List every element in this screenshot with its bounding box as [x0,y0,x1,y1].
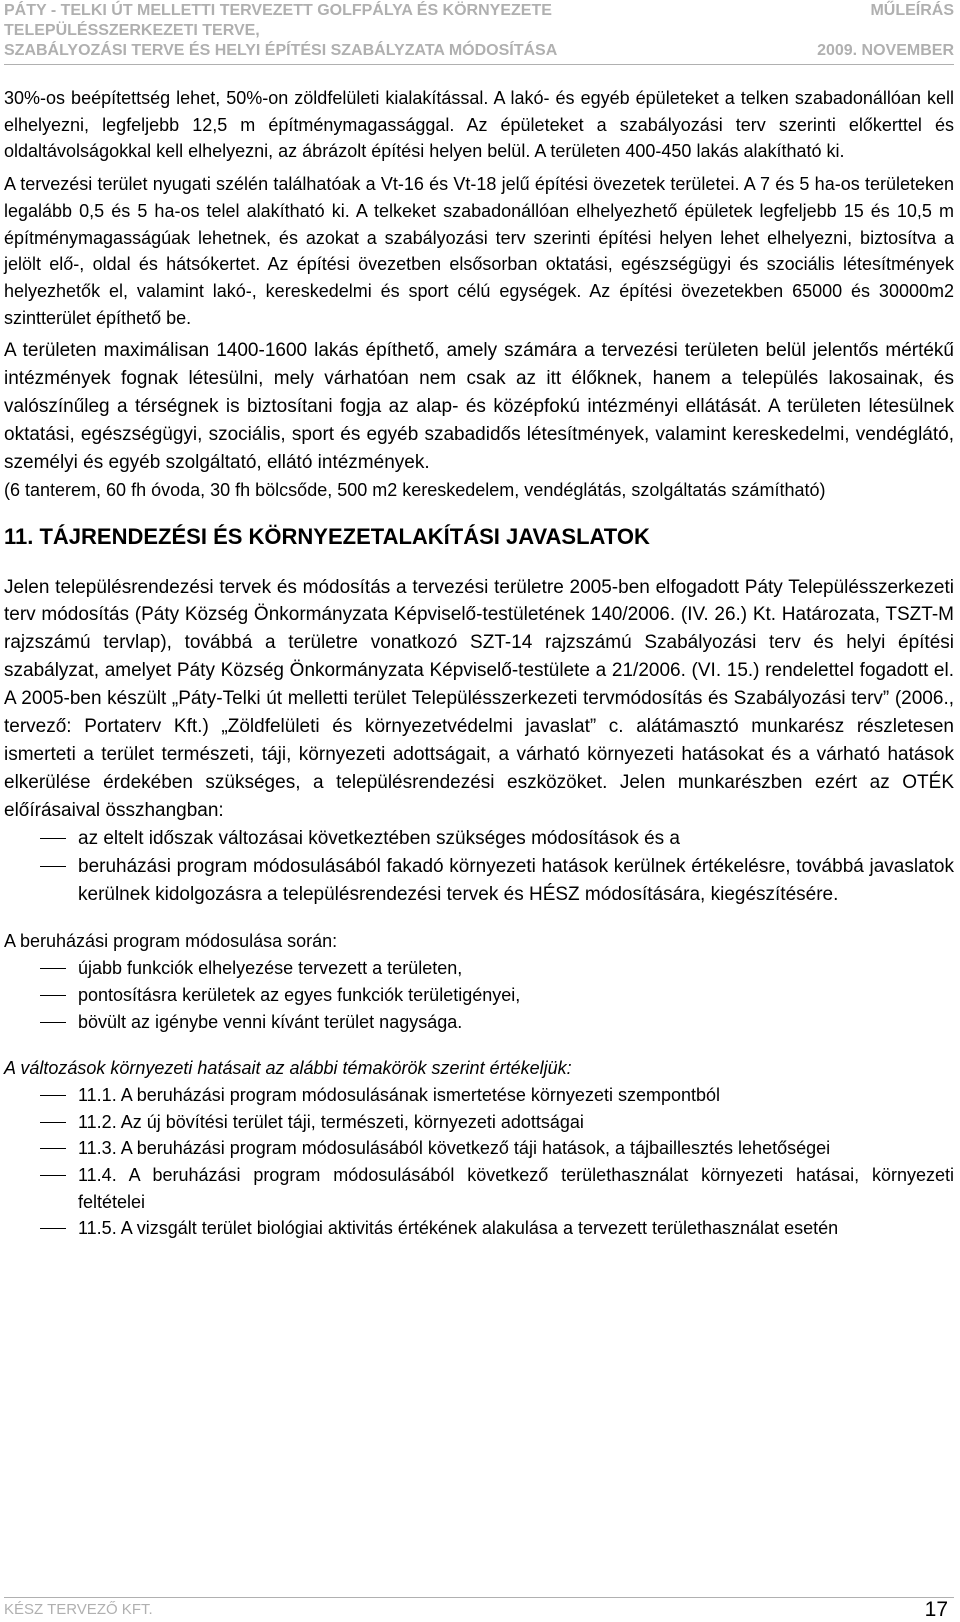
paragraph-2: A tervezési terület nyugati szélén találhatóak a Vt-16 és Vt-18 jelű építési övezetek területei. A 7 és 5 ha-os területeken legalább 0,5 és 5 ha-os telel alakítható ki. A telkeket szabadonállóan elhelyezhető épületek legfeljebb 15 és 10,5 m építménymagasságúak lehetnek, és azokat a szabályozási terv szerinti építési helyen lehet elhelyezni, biztosítva a jelölt elő-, oldal és hátsókertet. Az építési övezetben elsősorban oktatási, egészségügyi és szociális létesítmények helyezhetők el, valamint lakó-, kereskedelmi és sport célú egységek. Az építési övezetekben 65000 és 30000m2 szintterület építhető be. [4,174,954,328]
list-topics [4,1082,954,1242]
paragraph-1: 30%-os beépítettség lehet, 50%-on zöldfelületi kialakítással. A lakó- és egyéb épületeket a telken szabadonállóan kell elhelyezni, legfeljebb 12,5 m építménymagassággal. Az épületeket a szabályozási terv szerinti előkerttel és oldaltávolságokkal kell elhelyezni, az ábrázolt építési helyen belül. A területen 400-450 lakás alakítható ki. [4,88,954,162]
list-item [4,1162,954,1215]
list-item [4,853,954,909]
paragraph-5: Jelen településrendezési tervek és módosítás a tervezési területre 2005-ben elfogadott Páty Településszerkezeti terv módosítás (Páty Község Önkormányzata Képviselő-testületének 140/2006. (IV. 26.) Kt. Határozata, TSZT-M rajzszámú tervlap), továbbá a területre vonatkozó SZT-14 rajzszámú Szabályozási terv és helyi építési szabályzat, amelyet Páty Község Önkormányzata Képviselő-testülete a 21/2006. (VI. 15.) rendelettel fogadott el. A 2005-ben készült „Páty-Telki út melletti terület Településszerkezeti tervmódosítás és Szabályozási terv” (2006., tervező: Portaterv Kft.) „Zöldfelületi és környezetvédelmi javaslat” c. alátámasztó munkarész részletesen ismerteti a terület természeti, táji, környezeti adottságait, a várható környezeti hatásokat és a várható hatások elkerülése érdekében szükséges, a településrendezési eszközöket. Jelen munkarészben ezért az OTÉK előírásaival összhangban: [4,576,954,821]
header-doc-type: MŰLEÍRÁS [870,2,954,19]
list-intro-3: A változások környezeti hatásait az alábbi témakörök szerint értékeljük: [4,1058,572,1079]
list-item [4,1109,954,1136]
dash-bullet [40,866,66,867]
list-intro-2: A beruházási program módosulása során: [4,931,338,952]
section-heading: 11. TÁJRENDEZÉSI ÉS KÖRNYEZETALAKÍTÁSI JAVASLATOK [4,523,650,549]
list-item-text: újabb funkciók elhelyezése tervezett a területen, [78,958,463,979]
header-title-line-3: SZABÁLYOZÁSI TERVE ÉS HELYI ÉPÍTÉSI SZABÁLYZATA MÓDOSÍTÁSA [4,42,558,59]
list-program-changes [4,955,954,1035]
list-item [4,1009,954,1036]
header-title-line-1: PÁTY - TELKI ÚT MELLETTI TERVEZETT GOLFPÁLYA ÉS KÖRNYEZETE [4,2,552,19]
list-item-text: 11.5. A vizsgált terület biológiai aktivitás értékének alakulása a tervezett területhasználat esetén [78,1218,839,1239]
header-title-line-2: TELEPÜLÉSSZERKEZETI TERVE, [4,22,260,39]
list-item [4,825,954,853]
header-date: 2009. NOVEMBER [817,42,954,59]
list-item [4,982,954,1009]
dash-bullet [40,968,66,969]
list-item [4,955,954,982]
list-item [4,1135,954,1162]
dash-bullet [40,1022,66,1023]
page-footer [4,1597,954,1622]
dash-bullet [40,1095,66,1096]
paragraph-3: A területen maximálisan 1400-1600 lakás építhető, amely számára a tervezési területen belül jelentős mértékű intézmények fognak létesülni, mely várhatóan nem csak az itt élőknek, hanem a település lakosainak, és valószínűleg a térségnek is biztosítani fogja az alap- és középfokú intézményi ellátását. A területen létesülnek oktatási, egészségügyi, szociális, sport és egyéb szabadidős létesítmények, valamint kereskedelmi, vendéglátó, személyi és egyéb szolgáltató, ellátó intézmények. [4,340,954,473]
dash-bullet [40,1175,66,1176]
list-item-text: 11.4. A beruházási program módosulásából következő területhasználat környezeti hatásai, környezeti feltételei [78,1165,954,1212]
paragraph-4: (6 tanterem, 60 fh óvoda, 30 fh bölcsőde, 500 m2 kereskedelem, vendéglátás, szolgáltatás számítható) [4,479,826,500]
list-item-text: beruházási program módosulásából fakadó környezeti hatások kerülnek értékelésre, továbbá javaslatok kerülnek kidolgozásra a településrendezési tervek és HÉSZ módosítására, kiegészítésére. [78,855,954,905]
dash-bullet [40,995,66,996]
list-item-text: 11.1. A beruházási program módosulásának ismertetése környezeti szempontból [78,1084,721,1105]
list-item-text: 11.3. A beruházási program módosulásából következő táji hatások, a tájbaillesztés lehetőségei [78,1138,831,1159]
list-item-text: 11.2. Az új bövítési terület táji, természeti, környezeti adottságai [78,1111,584,1132]
dash-bullet [40,1228,66,1229]
list-changes [4,825,954,909]
list-item-text: az eltelt időszak változásai következtében szükséges módosítások és a [78,827,680,849]
list-item-text: bövült az igénybe venni kívánt terület nagysága. [78,1011,463,1032]
dash-bullet [40,838,66,839]
list-item [4,1082,954,1109]
dash-bullet [40,1148,66,1149]
dash-bullet [40,1122,66,1123]
document-body [4,85,954,1242]
page-header [4,2,954,65]
list-item-text: pontosításra kerületek az egyes funkciók területigényei, [78,984,521,1005]
footer-company: KÉSZ TERVEZŐ KFT. [4,1601,153,1618]
page-number: 17 [924,1598,948,1621]
list-item [4,1215,954,1242]
